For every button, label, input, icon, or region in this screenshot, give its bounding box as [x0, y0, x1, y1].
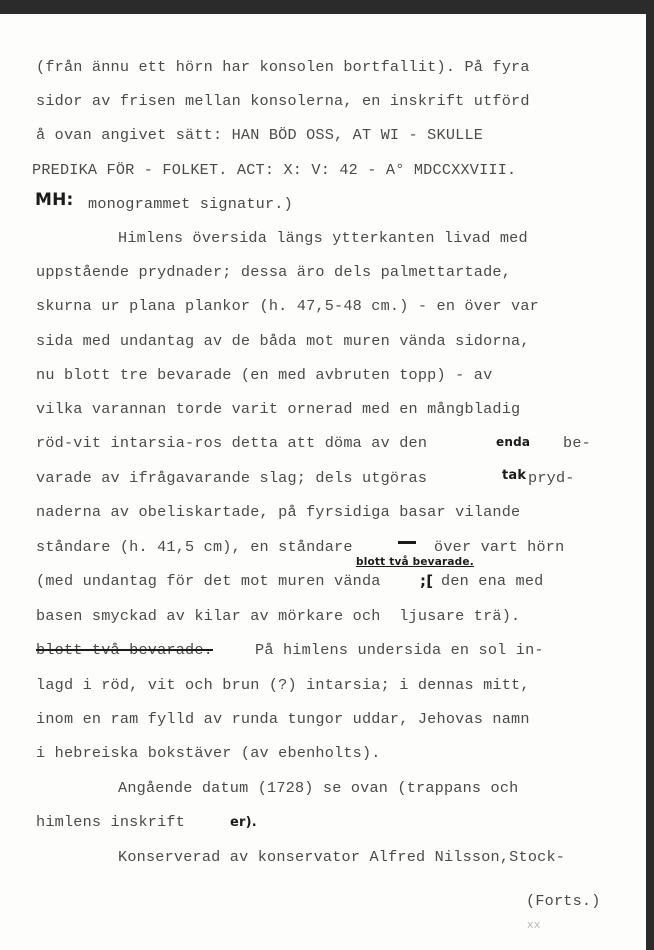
scan-border-right — [646, 0, 654, 950]
text-line-21: i hebreiska bokstäver (av ebenholts). — [36, 744, 381, 762]
handwritten-insert: blott två bevarade. — [356, 556, 474, 568]
text-line-20: inom en ram fylld av runda tungor uddar, Jehovas namn — [36, 710, 530, 728]
handwritten-enda: enda — [496, 435, 531, 449]
strike-mark — [398, 541, 416, 544]
scan-border-top — [0, 0, 654, 14]
text-line-15b: över vart hörn — [434, 538, 565, 556]
text-line-1: (från ännu ett hörn har konsolen bortfallit). På fyra — [36, 58, 530, 76]
text-line-22: Angående datum (1728) se ovan (trappans och — [118, 779, 519, 797]
text-line-11: vilka varannan torde varit ornerad med en mångbladig — [36, 400, 521, 418]
text-line-8: skurna ur plana plankor (h. 47,5-48 cm.) - en över var — [36, 297, 539, 315]
insert-caret: ;[ — [420, 572, 434, 590]
text-line-19: lagd i röd, vit och brun (?) intarsia; i dennas mitt, — [36, 676, 530, 694]
text-line-10: nu blott tre bevarade (en med avbruten topp) - av — [36, 366, 493, 384]
text-line-12: röd-vit intarsia-ros detta att döma av den — [36, 434, 428, 452]
text-line-16: (med undantag för det mot muren vända — [36, 572, 381, 590]
text-line-14: naderna av obeliskartade, på fyrsidiga basar vilande — [36, 503, 521, 521]
text-line-12b: be- — [563, 434, 591, 452]
handwritten-tak: tak — [502, 468, 527, 483]
text-line-6: Himlens översida längs ytterkanten livad med — [118, 229, 528, 247]
text-line-3: å ovan angivet sätt: HAN BÖD OSS, AT WI - SKULLE — [36, 126, 484, 144]
handwritten-mh: MH: — [35, 190, 74, 210]
text-line-16b: den ena med — [441, 572, 544, 590]
text-line-18b: På himlens undersida en sol in- — [255, 641, 544, 659]
text-line-18-struck: blott två bevarade. — [36, 641, 213, 659]
text-line-17: basen smyckad av kilar av mörkare och ljusare trä). — [36, 607, 521, 625]
text-line-23: himlens inskrift — [36, 813, 186, 831]
text-line-24: Konserverad av konservator Alfred Nilsson,Stock- — [118, 848, 566, 866]
text-line-25: (Forts.) — [526, 892, 601, 910]
handwritten-er: er). — [230, 815, 257, 830]
text-line-9: sida med undantag av de båda mot muren vända sidorna, — [36, 332, 530, 350]
faint-mark-bottom: xx — [527, 918, 541, 931]
text-line-7: uppstående prydnader; dessa äro dels palmettartade, — [36, 263, 512, 281]
text-line-4: PREDIKA FÖR - FOLKET. ACT: X: V: 42 - A° MDCCXXVIII. — [32, 161, 517, 179]
text-line-13b: pryd- — [528, 469, 575, 487]
text-line-13: varade av ifrågavarande slag; dels utgöras — [36, 469, 428, 487]
text-line-5: monogrammet signatur.) — [88, 195, 293, 213]
text-line-2: sidor av frisen mellan konsolerna, en inskrift utförd — [36, 92, 530, 110]
text-line-15: ståndare (h. 41,5 cm), en ståndare — [36, 538, 353, 556]
